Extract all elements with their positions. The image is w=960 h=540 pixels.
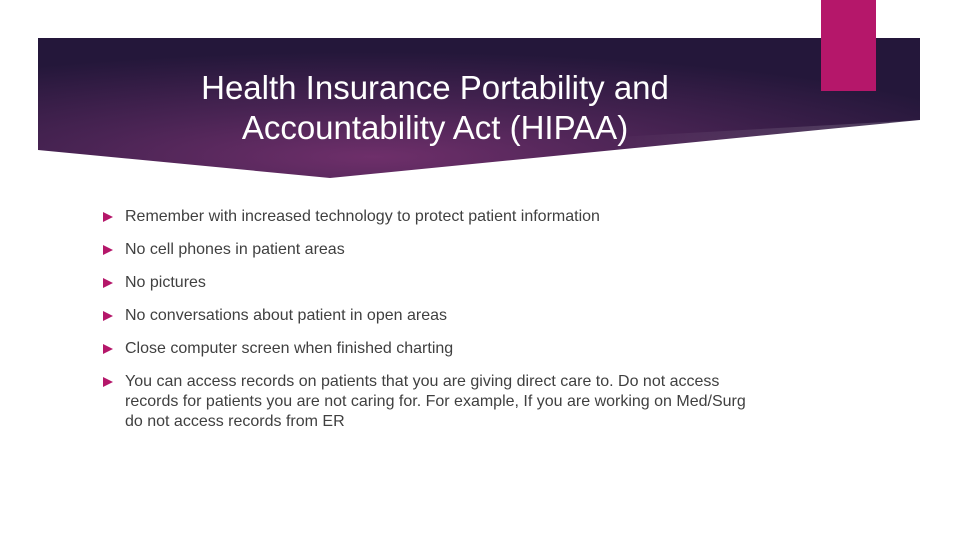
bullet-text: No cell phones in patient areas [125, 241, 345, 258]
list-item [102, 207, 762, 227]
triangle-bullet-icon [102, 273, 125, 293]
list-item [102, 372, 762, 432]
list-item [102, 240, 762, 260]
list-item [102, 273, 762, 293]
accent-tab [821, 0, 876, 91]
triangle-bullet-icon [102, 372, 125, 392]
list-item [102, 339, 762, 359]
slide-title: Health Insurance Portability and Accountability Act (HIPAA) [201, 69, 669, 146]
list-item [102, 306, 762, 326]
triangle-bullet-icon [102, 240, 125, 260]
bullet-text: No pictures [125, 274, 206, 291]
triangle-bullet-icon [102, 339, 125, 359]
bullet-text: You can access records on patients that you are giving direct care to. Do not access records for patients you are not caring for. For example, If you are working on Med/Surg do not access records from ER [125, 373, 746, 430]
triangle-bullet-icon [102, 306, 125, 326]
bullet-text: Close computer screen when finished charting [125, 340, 454, 357]
triangle-bullet-icon [102, 207, 125, 227]
bullet-text: Remember with increased technology to protect patient information [125, 208, 600, 225]
bullet-text: No conversations about patient in open areas [125, 307, 447, 324]
bullet-list [102, 207, 762, 445]
